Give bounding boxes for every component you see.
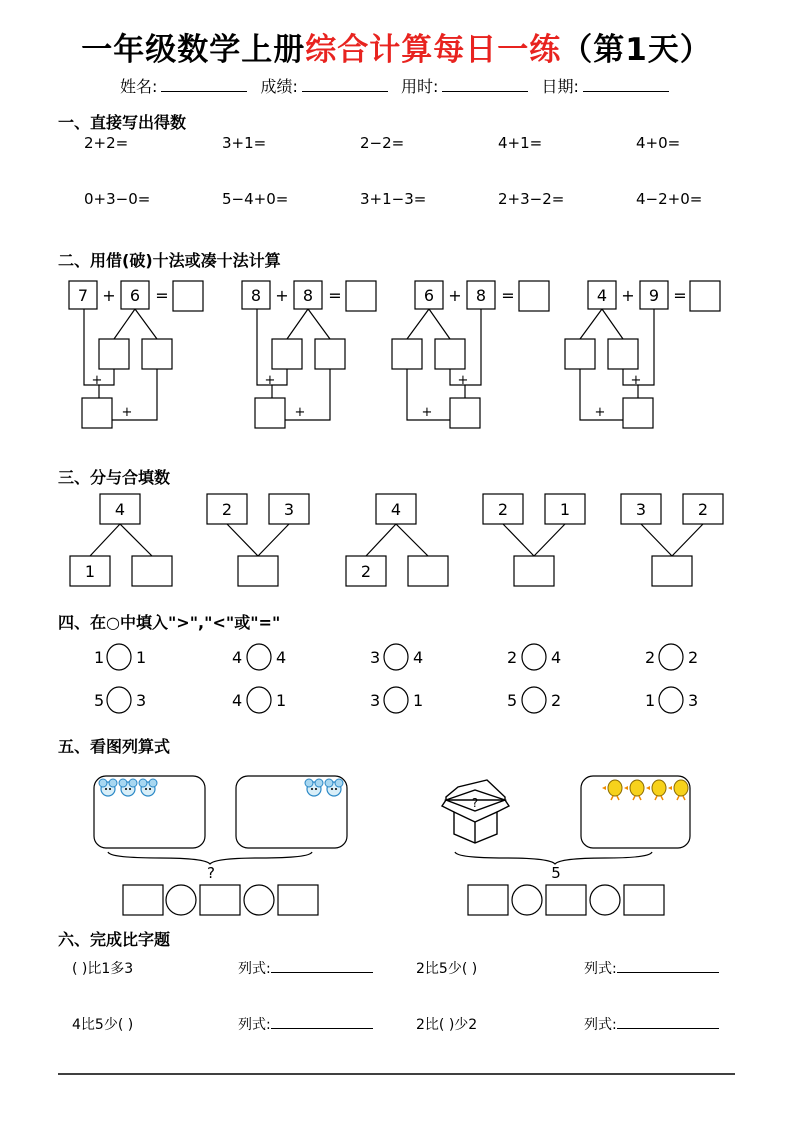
title-suffix: （第1天） <box>561 32 712 68</box>
brace <box>455 852 652 864</box>
compare-circles <box>107 644 683 713</box>
tree-right: 2 <box>697 500 709 519</box>
compare-right: 4 <box>413 648 424 667</box>
operator-circle[interactable] <box>166 885 196 915</box>
operator-circle[interactable] <box>244 885 274 915</box>
blank-box[interactable] <box>652 556 692 586</box>
formula-label <box>584 1014 719 1034</box>
tree-left: 1 <box>84 562 96 581</box>
compare-right: 1 <box>276 691 287 710</box>
addend-b: 8 <box>475 286 487 305</box>
formula-blank[interactable] <box>617 1016 719 1029</box>
compare-right: 4 <box>551 648 562 667</box>
equal-sign: = <box>328 286 342 305</box>
date-label: 日期: <box>541 77 579 96</box>
compare-left: 5 <box>94 691 105 710</box>
operator-circle[interactable] <box>512 885 542 915</box>
plus-label: + <box>457 373 469 388</box>
equal-sign: = <box>673 286 687 305</box>
section-5-heading: 五、看图列算式 <box>58 737 171 756</box>
formula-blank[interactable] <box>617 960 719 973</box>
answer-box[interactable] <box>690 281 720 311</box>
total-label: 5 <box>551 864 561 882</box>
formula-text: 列式: <box>238 961 271 977</box>
compare-right: 1 <box>413 691 424 710</box>
score-label: 成绩: <box>260 77 298 96</box>
compare-left: 4 <box>232 691 243 710</box>
answer-box[interactable] <box>468 885 508 915</box>
title-main: 一年级数学上册 <box>81 32 306 68</box>
op-sign: + <box>448 286 462 305</box>
question-mark: ? <box>207 864 215 882</box>
make-ten-problem-4 <box>565 281 720 428</box>
chick-icons <box>602 780 688 800</box>
box-question: ? <box>471 796 479 810</box>
blank-box[interactable] <box>132 556 172 586</box>
compare-left: 5 <box>507 691 518 710</box>
compare-left: 1 <box>645 691 656 710</box>
formula-label <box>238 1014 373 1034</box>
word-problem: 4比5少( ) <box>72 1017 134 1033</box>
answer-box[interactable] <box>546 885 586 915</box>
plus-label: + <box>630 373 642 388</box>
formula-blank[interactable] <box>271 1016 373 1029</box>
equation: 2+2= <box>84 134 129 152</box>
mouse-icons <box>99 779 343 796</box>
compare-right: 2 <box>551 691 562 710</box>
blank-box[interactable] <box>514 556 554 586</box>
section-3-heading: 三、分与合填数 <box>58 468 171 487</box>
op-sign: + <box>275 286 289 305</box>
formula-text: 列式: <box>584 961 617 977</box>
plus-label: + <box>421 405 433 420</box>
answer-box[interactable] <box>624 885 664 915</box>
addend-a: 7 <box>77 286 89 305</box>
compare-left: 2 <box>645 648 656 667</box>
section-6-heading: 六、完成比字题 <box>58 930 171 949</box>
tree-left: 2 <box>497 500 509 519</box>
compare-left: 1 <box>94 648 105 667</box>
plus-label: + <box>264 373 276 388</box>
op-sign: + <box>621 286 635 305</box>
formula-blank[interactable] <box>271 960 373 973</box>
op-sign: + <box>102 286 116 305</box>
answer-box[interactable] <box>200 885 240 915</box>
equation: 2−2= <box>360 134 405 152</box>
operator-circle[interactable] <box>590 885 620 915</box>
tree-left: 2 <box>221 500 233 519</box>
equation: 2+3−2= <box>498 190 565 208</box>
equation: 4+1= <box>498 134 543 152</box>
equal-sign: = <box>501 286 515 305</box>
equation: 3+1= <box>222 134 267 152</box>
split-box[interactable] <box>99 339 129 369</box>
compare-right: 2 <box>688 648 699 667</box>
picture-problem-left <box>94 776 347 915</box>
name-label: 姓名: <box>120 77 158 96</box>
word-problem: ( )比1多3 <box>72 961 134 977</box>
section-2-heading: 二、用借(破)十法或凑十法计算 <box>58 251 281 270</box>
word-problem: 2比5少( ) <box>416 961 478 977</box>
title-highlight: 综合计算每日一练 <box>305 32 562 68</box>
plus-label: + <box>594 405 606 420</box>
compare-left: 2 <box>507 648 518 667</box>
word-problem: 2比( )少2 <box>416 1017 478 1033</box>
formula-text: 列式: <box>238 1017 271 1033</box>
formula-label <box>584 958 719 978</box>
section-4-heading: 四、在○中填入">","<"或"=" <box>58 613 281 632</box>
box-icon <box>442 780 509 843</box>
picture-problem-right <box>442 776 690 915</box>
tree-top: 4 <box>390 500 402 519</box>
tree-left: 3 <box>635 500 647 519</box>
compare-right: 3 <box>688 691 699 710</box>
addend-b: 9 <box>648 286 660 305</box>
addend-b: 6 <box>129 286 141 305</box>
addend-a: 8 <box>250 286 262 305</box>
compare-left: 4 <box>232 648 243 667</box>
compare-right: 3 <box>136 691 147 710</box>
answer-box[interactable] <box>278 885 318 915</box>
compare-right: 1 <box>136 648 147 667</box>
compare-left: 3 <box>370 648 381 667</box>
addend-a: 4 <box>596 286 608 305</box>
blank-box[interactable] <box>408 556 448 586</box>
formula-label <box>238 958 373 978</box>
tree-top: 4 <box>114 500 126 519</box>
equation: 4+0= <box>636 134 681 152</box>
answer-box[interactable] <box>346 281 376 311</box>
equation: 0+3−0= <box>84 190 151 208</box>
brace <box>108 852 312 864</box>
equation: 3+1−3= <box>360 190 427 208</box>
answer-box[interactable] <box>123 885 163 915</box>
tree-right: 1 <box>559 500 571 519</box>
equation: 5−4+0= <box>222 190 289 208</box>
blank-box[interactable] <box>238 556 278 586</box>
plus-label: + <box>91 373 103 388</box>
tree-right: 3 <box>283 500 295 519</box>
time-label: 用时: <box>401 77 439 96</box>
plus-label: + <box>121 405 133 420</box>
plus-label: + <box>294 405 306 420</box>
addend-a: 6 <box>423 286 435 305</box>
compare-left: 3 <box>370 691 381 710</box>
formula-text: 列式: <box>584 1017 617 1033</box>
addend-b: 8 <box>302 286 314 305</box>
split-box[interactable] <box>142 339 172 369</box>
compare-right: 4 <box>276 648 287 667</box>
sum-box[interactable] <box>82 398 112 428</box>
answer-box[interactable] <box>173 281 203 311</box>
tree-left: 2 <box>360 562 372 581</box>
equal-sign: = <box>155 286 169 305</box>
make-ten-problem-3 <box>392 281 549 428</box>
answer-box[interactable] <box>519 281 549 311</box>
section-1-heading: 一、直接写出得数 <box>58 113 187 132</box>
equation: 4−2+0= <box>636 190 703 208</box>
